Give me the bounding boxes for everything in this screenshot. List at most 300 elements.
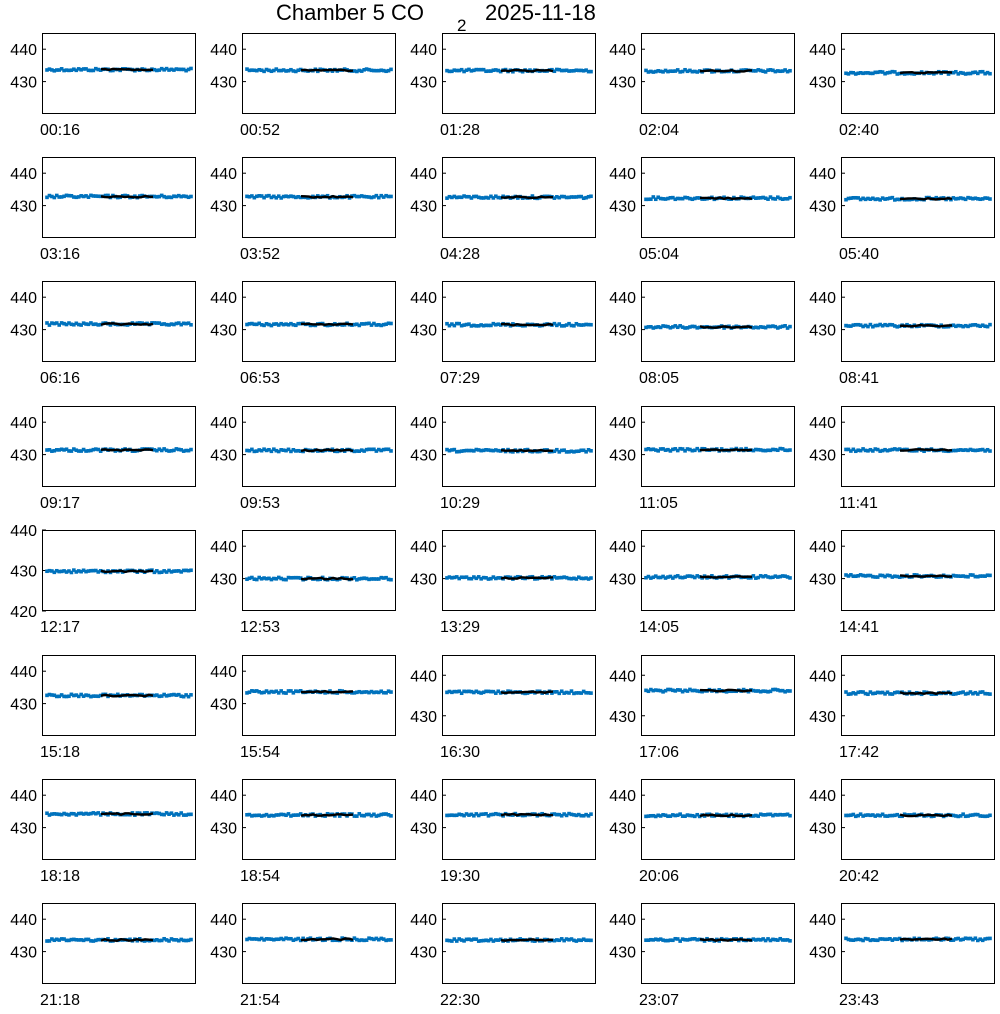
- axes-box: [642, 780, 795, 860]
- y-tick-label: 430: [210, 820, 237, 838]
- panel-time-label: 05:40: [839, 246, 880, 263]
- y-tick-label: 440: [210, 166, 237, 184]
- axes-box: [43, 780, 196, 860]
- y-tick-label: 440: [10, 166, 37, 184]
- chart-panel: [410, 903, 596, 984]
- axes-box: [43, 282, 196, 362]
- data-point: [788, 939, 792, 943]
- y-tick-label: 440: [10, 290, 37, 308]
- y-tick-label: 440: [809, 290, 836, 308]
- panel-time-label: 19:30: [440, 868, 481, 885]
- panel-time-label: 21:18: [40, 992, 81, 1009]
- fit-line: [501, 450, 553, 451]
- panel-plot: [410, 33, 596, 114]
- panel-plot: [410, 779, 596, 860]
- chart-panel: [809, 530, 995, 611]
- chart-panel: [10, 655, 196, 736]
- panel-plot: [609, 903, 795, 984]
- y-tick-label: 440: [210, 290, 237, 308]
- axes-box: [243, 282, 396, 362]
- y-tick-label: 440: [609, 668, 636, 686]
- data-point: [788, 814, 792, 818]
- y-tick-label: 440: [10, 788, 37, 806]
- fit-line: [101, 695, 153, 697]
- axes-box: [443, 531, 596, 611]
- data-point: [788, 196, 792, 200]
- data-point: [589, 449, 593, 453]
- panel-plot: [809, 903, 995, 984]
- panel-time-label: 18:18: [40, 868, 81, 885]
- y-tick-label: 430: [10, 563, 37, 581]
- y-tick-label: 440: [210, 415, 237, 433]
- panel-time-label: 11:05: [639, 495, 678, 512]
- axes-box: [443, 780, 596, 860]
- y-tick-label: 430: [809, 447, 836, 465]
- axes-box: [642, 282, 795, 362]
- axes-box: [243, 904, 396, 984]
- y-tick-label: 430: [609, 322, 636, 340]
- panel-time-label: 13:29: [440, 619, 481, 636]
- panel-plot: [210, 33, 396, 114]
- fit-line: [900, 325, 952, 326]
- fit-line: [301, 196, 353, 197]
- y-tick-label: 440: [609, 539, 636, 557]
- panel-time-label: 22:30: [440, 992, 481, 1009]
- chart-panel: [809, 903, 995, 984]
- y-tick-label: 440: [609, 912, 636, 930]
- data-point: [389, 814, 393, 818]
- data-point: [189, 448, 193, 452]
- data-point: [389, 578, 393, 582]
- chart-panel: [609, 903, 795, 984]
- panel-time-label: 23:07: [639, 992, 680, 1009]
- y-tick-label: 440: [809, 42, 836, 60]
- panel-plot: [809, 655, 995, 736]
- panel-plot: [210, 530, 396, 611]
- chart-panel: [809, 779, 995, 860]
- axes-box: [243, 407, 396, 487]
- panel-time-label: 11:41: [839, 495, 878, 512]
- y-tick-label: 430: [210, 322, 237, 340]
- fit-line: [501, 324, 553, 326]
- panel-time-label: 20:42: [839, 868, 880, 885]
- data-point: [189, 67, 193, 71]
- chart-panel: [210, 530, 396, 611]
- fit-line: [900, 449, 952, 450]
- y-tick-label: 430: [10, 944, 37, 962]
- data-point: [389, 449, 393, 453]
- data-point: [189, 195, 193, 199]
- y-tick-label: 420: [10, 604, 37, 621]
- y-tick-label: 430: [609, 708, 636, 726]
- data-point: [589, 194, 593, 198]
- chart-panel: [809, 157, 995, 238]
- data-point: [389, 68, 393, 72]
- chart-panel: [609, 779, 795, 860]
- chart-panel: [210, 903, 396, 984]
- panel-time-label: 00:16: [40, 122, 81, 139]
- panel-time-label: 12:17: [40, 619, 81, 636]
- y-tick-label: 430: [10, 322, 37, 340]
- y-tick-label: 430: [410, 322, 437, 340]
- data-point: [189, 938, 193, 942]
- data-point: [988, 574, 992, 578]
- y-tick-label: 440: [410, 539, 437, 557]
- fit-line: [900, 198, 952, 199]
- panel-time-label: 17:42: [839, 744, 880, 761]
- fit-line: [101, 571, 153, 572]
- fit-line: [301, 324, 353, 325]
- panel-time-label: 04:28: [440, 246, 481, 263]
- panel-time-label: 03:16: [40, 246, 81, 263]
- panel-plot: [10, 779, 196, 860]
- panel-plot: [10, 33, 196, 114]
- chart-panel: [609, 655, 795, 736]
- panel-plot: [410, 530, 596, 611]
- fit-line: [101, 323, 153, 324]
- y-tick-label: 440: [609, 290, 636, 308]
- y-tick-label: 430: [10, 820, 37, 838]
- data-point: [189, 323, 193, 327]
- data-point: [589, 70, 593, 74]
- panel-plot: [809, 779, 995, 860]
- panel-time-label: 10:29: [440, 495, 481, 512]
- chart-panel: [210, 406, 396, 487]
- y-tick-label: 430: [809, 198, 836, 216]
- y-tick-label: 430: [10, 696, 37, 714]
- y-tick-label: 430: [10, 198, 37, 216]
- panel-plot: [210, 406, 396, 487]
- y-tick-label: 440: [10, 42, 37, 60]
- data-point: [788, 69, 792, 73]
- y-tick-label: 440: [809, 912, 836, 930]
- panel-plot: [10, 157, 196, 238]
- fit-line: [301, 578, 353, 580]
- y-tick-label: 430: [210, 447, 237, 465]
- chart-panel: [609, 157, 795, 238]
- chart-panel: [609, 33, 795, 114]
- fit-line: [700, 449, 752, 450]
- y-tick-label: 440: [210, 539, 237, 557]
- chart-panel: [10, 157, 196, 238]
- data-point: [788, 576, 792, 580]
- title-subscript: 2: [457, 16, 467, 35]
- axes-box: [443, 407, 596, 487]
- chart-panel: [809, 281, 995, 362]
- panel-plot: [609, 281, 795, 362]
- chart-panel: [809, 655, 995, 736]
- y-tick-label: 430: [410, 571, 437, 589]
- chart-panel: [410, 33, 596, 114]
- y-tick-label: 440: [410, 788, 437, 806]
- panel-plot: [210, 281, 396, 362]
- y-tick-label: 440: [809, 668, 836, 686]
- axes-box: [642, 407, 795, 487]
- y-tick-label: 430: [10, 74, 37, 92]
- fit-line: [700, 326, 752, 327]
- y-tick-label: 430: [609, 820, 636, 838]
- panel-time-label: 09:17: [40, 495, 81, 512]
- panel-plot: [809, 530, 995, 611]
- fit-line: [501, 692, 553, 693]
- y-tick-label: 440: [410, 415, 437, 433]
- panel-time-label: 06:16: [40, 370, 81, 387]
- panel-plot: [410, 655, 596, 736]
- fit-line: [301, 691, 353, 692]
- panel-time-label: 14:05: [639, 619, 680, 636]
- data-point: [389, 690, 393, 694]
- panel-time-label: 03:52: [240, 246, 281, 263]
- panel-plot: [410, 281, 596, 362]
- y-tick-label: 440: [210, 788, 237, 806]
- chart-panel: [210, 157, 396, 238]
- chart-panel: [410, 157, 596, 238]
- panel-plot: [210, 903, 396, 984]
- y-tick-label: 440: [809, 415, 836, 433]
- axes-box: [443, 282, 596, 362]
- axes-box: [243, 780, 396, 860]
- y-tick-label: 430: [410, 74, 437, 92]
- y-tick-label: 430: [10, 447, 37, 465]
- y-tick-label: 430: [210, 571, 237, 589]
- y-tick-label: 430: [809, 322, 836, 340]
- panel-time-label: 06:53: [240, 370, 281, 387]
- fit-line: [501, 196, 553, 198]
- axes-box: [243, 34, 396, 114]
- panel-plot: [609, 157, 795, 238]
- data-point: [189, 813, 193, 817]
- panel-plot: [210, 779, 396, 860]
- panel-time-label: 01:28: [440, 122, 481, 139]
- fit-line: [900, 692, 952, 694]
- chart-panel: [410, 530, 596, 611]
- panel-time-label: 02:40: [839, 122, 880, 139]
- chart-panel: [609, 281, 795, 362]
- y-tick-label: 430: [609, 571, 636, 589]
- y-tick-label: 430: [609, 447, 636, 465]
- panel-plot: [809, 281, 995, 362]
- y-tick-label: 440: [609, 415, 636, 433]
- axes-box: [43, 407, 196, 487]
- panel-time-label: 20:06: [639, 868, 680, 885]
- y-tick-label: 440: [809, 539, 836, 557]
- fit-line: [700, 70, 752, 72]
- y-tick-label: 440: [10, 523, 37, 540]
- axes-box: [642, 531, 795, 611]
- panel-time-label: 15:54: [240, 744, 281, 761]
- panel-time-label: 00:52: [240, 122, 281, 139]
- axes-box: [842, 531, 995, 611]
- fit-line: [501, 577, 553, 578]
- panel-time-label: 12:53: [240, 619, 281, 636]
- data-point: [189, 693, 193, 697]
- panel-plot: [10, 655, 196, 736]
- fit-line: [501, 814, 553, 816]
- chart-panel: [809, 33, 995, 114]
- data-point: [389, 195, 393, 199]
- data-point: [988, 72, 992, 76]
- y-tick-label: 430: [410, 447, 437, 465]
- title-date: 2025-11-18: [485, 0, 596, 25]
- data-point: [988, 937, 992, 941]
- y-tick-label: 440: [210, 664, 237, 682]
- axes-box: [842, 780, 995, 860]
- y-tick-label: 440: [210, 42, 237, 60]
- fit-line: [101, 69, 153, 70]
- panel-plot: [609, 655, 795, 736]
- data-point: [589, 576, 593, 580]
- panel-plot: [410, 157, 596, 238]
- y-tick-label: 440: [609, 166, 636, 184]
- y-tick-label: 440: [210, 912, 237, 930]
- y-tick-label: 430: [210, 74, 237, 92]
- chart-panel: [609, 406, 795, 487]
- y-tick-label: 440: [410, 290, 437, 308]
- fit-line: [700, 198, 752, 199]
- chart-panel: [410, 281, 596, 362]
- panel-time-label: 15:18: [40, 744, 81, 761]
- fit-line: [900, 815, 952, 816]
- panel-plot: [609, 779, 795, 860]
- chart-panel: [210, 281, 396, 362]
- axes-box: [243, 656, 396, 736]
- y-tick-label: 430: [809, 708, 836, 726]
- chart-panel: [410, 655, 596, 736]
- panel-plot: [10, 406, 196, 487]
- panel-plot: [10, 523, 196, 621]
- axes-box: [842, 904, 995, 984]
- fit-line: [900, 575, 952, 576]
- axes-box: [43, 34, 196, 114]
- panel-plot: [210, 157, 396, 238]
- y-tick-label: 430: [410, 820, 437, 838]
- data-point: [389, 938, 393, 942]
- panel-time-label: 21:54: [240, 992, 281, 1009]
- axes-box: [443, 34, 596, 114]
- chart-panel: [10, 523, 196, 621]
- y-tick-label: 440: [609, 788, 636, 806]
- y-tick-label: 430: [410, 708, 437, 726]
- y-tick-label: 430: [809, 820, 836, 838]
- axes-box: [243, 531, 396, 611]
- fit-line: [501, 939, 553, 940]
- y-tick-label: 440: [609, 42, 636, 60]
- panel-time-label: 09:53: [240, 495, 281, 512]
- panel-plot: [809, 33, 995, 114]
- y-tick-label: 430: [210, 944, 237, 962]
- fit-line: [700, 815, 752, 816]
- panel-plot: [410, 903, 596, 984]
- data-point: [389, 322, 393, 326]
- y-tick-label: 440: [410, 668, 437, 686]
- fit-line: [101, 196, 153, 197]
- axes-box: [443, 904, 596, 984]
- data-point: [788, 448, 792, 452]
- data-point: [589, 691, 593, 695]
- fit-line: [101, 939, 153, 941]
- panel-time-label: 14:41: [839, 619, 880, 636]
- panel-time-label: 05:04: [639, 246, 680, 263]
- fit-line: [900, 939, 952, 940]
- panel-time-label: 02:04: [639, 122, 680, 139]
- panel-time-label: 08:05: [639, 370, 680, 387]
- fit-line: [501, 70, 553, 72]
- y-tick-label: 430: [809, 944, 836, 962]
- panel-time-label: 08:41: [839, 370, 880, 387]
- data-point: [788, 325, 792, 329]
- fit-line: [900, 72, 952, 73]
- y-tick-label: 430: [410, 198, 437, 216]
- chart-panel: [10, 903, 196, 984]
- y-tick-label: 440: [410, 42, 437, 60]
- y-tick-label: 440: [410, 912, 437, 930]
- y-tick-label: 440: [809, 166, 836, 184]
- panel-plot: [809, 406, 995, 487]
- chart-panel: [10, 281, 196, 362]
- axes-box: [642, 656, 795, 736]
- data-point: [988, 197, 992, 201]
- panel-time-label: 18:54: [240, 868, 281, 885]
- fit-line: [301, 70, 353, 71]
- data-point: [589, 939, 593, 943]
- y-tick-label: 430: [809, 74, 836, 92]
- y-tick-label: 430: [410, 944, 437, 962]
- y-tick-label: 440: [10, 664, 37, 682]
- axes-box: [443, 656, 596, 736]
- y-tick-label: 430: [210, 696, 237, 714]
- chart-panel: [10, 33, 196, 114]
- y-tick-label: 440: [10, 912, 37, 930]
- panel-plot: [609, 530, 795, 611]
- fit-line: [101, 449, 153, 450]
- fit-line: [301, 450, 353, 451]
- axes-box: [43, 904, 196, 984]
- axes-box: [842, 282, 995, 362]
- y-tick-label: 430: [210, 198, 237, 216]
- axes-box: [842, 407, 995, 487]
- y-tick-label: 430: [809, 571, 836, 589]
- chart-panel: [410, 406, 596, 487]
- chart-panel: [10, 406, 196, 487]
- chart-panel: [210, 779, 396, 860]
- data-point: [788, 689, 792, 693]
- y-tick-label: 440: [809, 788, 836, 806]
- y-tick-label: 440: [410, 166, 437, 184]
- y-tick-label: 430: [609, 74, 636, 92]
- panel-plot: [10, 903, 196, 984]
- data-point: [189, 568, 193, 572]
- title-text: Chamber 5 CO: [276, 0, 424, 25]
- y-tick-label: 430: [609, 944, 636, 962]
- chart-panel: [809, 406, 995, 487]
- chart-panel: [10, 779, 196, 860]
- panel-time-label: 17:06: [639, 744, 680, 761]
- panel-plot: [10, 281, 196, 362]
- chart-panel: [410, 779, 596, 860]
- data-point: [988, 323, 992, 327]
- data-point: [589, 323, 593, 327]
- data-point: [988, 813, 992, 817]
- y-tick-label: 430: [609, 198, 636, 216]
- panel-time-label: 23:43: [839, 992, 880, 1009]
- panel-plot: [809, 157, 995, 238]
- data-point: [988, 692, 992, 696]
- fit-line: [700, 939, 752, 941]
- panel-time-label: 07:29: [440, 370, 481, 387]
- panel-plot: [609, 33, 795, 114]
- panel-time-label: 16:30: [440, 744, 481, 761]
- chart-panel: [210, 655, 396, 736]
